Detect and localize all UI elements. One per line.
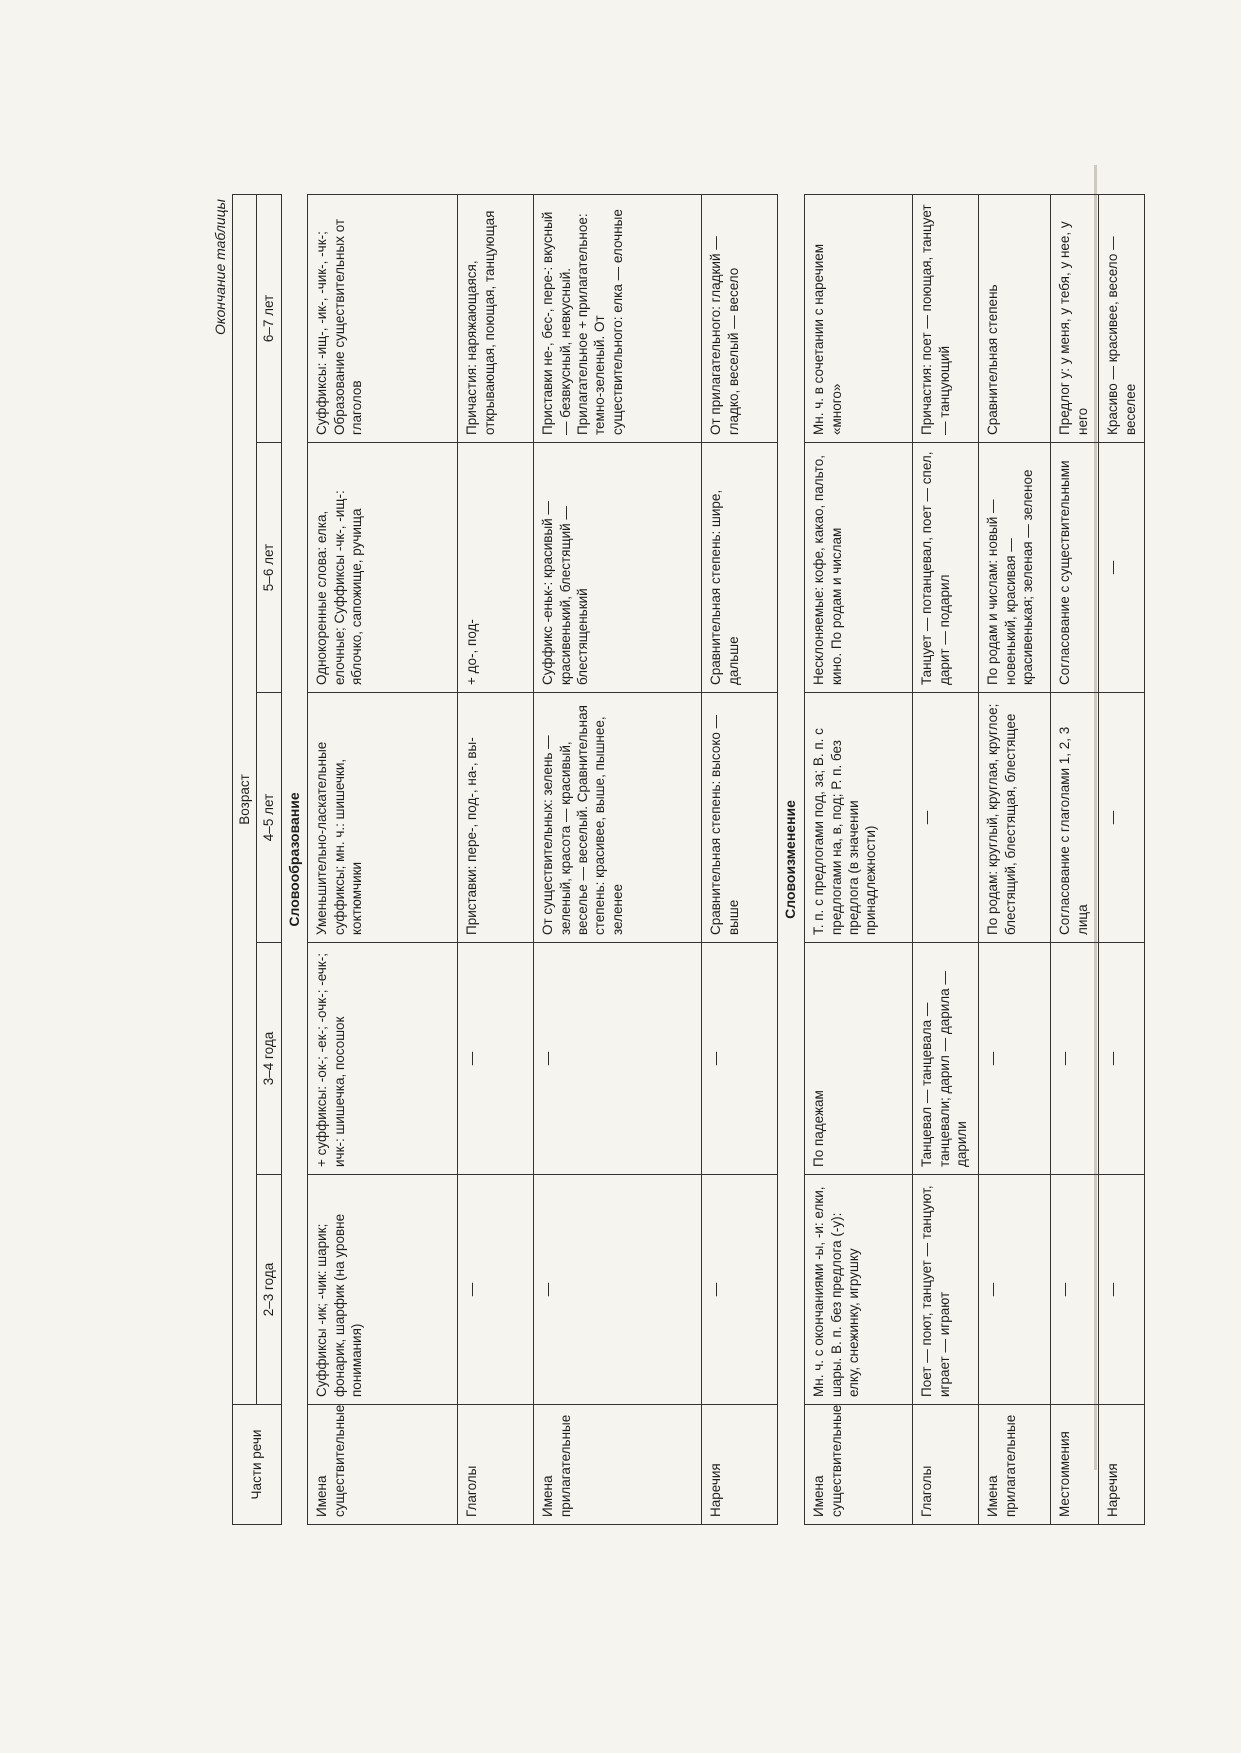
header-age-6-7: 6–7 лет [257,194,281,442]
table-cell: + до-, под- [458,443,534,693]
header-age-4-5: 4–5 лет [257,693,281,943]
table-row [1099,194,1145,1524]
table-cell: От существительных: зелень — зеленый, красота — красивый, веселье — веселый. Сравнительная степень: красивее, выше, пышнее, зеленее [534,693,702,943]
table-cell: Суффиксы -ик; -чик: шарик; фонарик, шарфик (на уровне понимания) [308,1175,458,1405]
header-age-3-4: 3–4 года [257,943,281,1175]
table-row [534,194,702,1524]
table-cell: — [1099,1175,1145,1405]
table-cell: По родам и числам: новый — новенький, красивая — красивенькая; зеленая — зеленое [979,443,1051,693]
table-cell: + суффиксы: -ок-; -ек-; -очк-; -ечк-; ичк-: шишечка, посошок [308,943,458,1175]
table-row [702,194,778,1524]
row-label: Глаголы [913,1405,979,1525]
table-cell: Предлог у: у меня, у тебя, у нее, у него [1051,194,1099,442]
row-label: Имена существительные [308,1405,458,1525]
table-cell: — [1051,943,1099,1175]
header-row-1 [233,194,257,1524]
header-age-2-3: 2–3 года [257,1175,281,1405]
table-cell: — [1099,943,1145,1175]
section-row-inflection [778,194,805,1524]
table-row [1051,194,1099,1524]
table-cell: Суффикс -еньк-: красивый — красивенький, блестящий — блестященький [534,443,702,693]
table-cell: Т. п. с предлогами под, за; В. п. с предлогами на, в, под; Р. п. без предлога (в значении принадлежности) [805,693,913,943]
table-cell: Танцует — потанцевал, поет — спел, дарит — подарил [913,443,979,693]
row-label: Местоимения [1051,1405,1099,1525]
table-row [308,194,458,1524]
table-cell: — [979,1175,1051,1405]
table-cell: Однокоренные слова: елка, елочные; Суффиксы -чк-, -ищ-: яблочко, сапожище, ручища [308,443,458,693]
section-row-word-formation [281,194,308,1524]
table-cell: По падежам [805,943,913,1175]
section-title: Словоизменение [778,194,805,1524]
table-cell: Мн. ч. в сочетании с наречием «много» [805,194,913,442]
table-cell: — [534,1175,702,1405]
table-cell: Сравнительная степень: шире, дальше [702,443,778,693]
rotated-table-block [208,195,1138,1525]
table-cell: Согласование с глаголами 1, 2, 3 лица [1051,693,1099,943]
row-label: Имена прилагательные [979,1405,1051,1525]
table-cell: Танцевал — танцевала — танцевали; дарил — дарила — дарили [913,943,979,1175]
table-row [913,194,979,1524]
table-cell: — [979,943,1051,1175]
header-age: Возраст [233,194,257,1404]
table-cell: Мн. ч. с окончаниями -ы, -и: елки, шары. В. п. без предлога (-у): елку, снежинку, игрушку [805,1175,913,1405]
header-parts-of-speech: Части речи [233,1405,282,1525]
table-cell: Уменьшительно-ласкательные суффиксы; мн. ч.: шишечки, коктюмчики [308,693,458,943]
table-cell: — [913,693,979,943]
table-row [805,194,913,1524]
row-label: Имена существительные [805,1405,913,1525]
table-cell: Приставки: пере-, под-, на-, вы- [458,693,534,943]
table-cell: — [702,943,778,1175]
row-label: Наречия [1099,1405,1145,1525]
table-cell: От прилагательного: гладкий — гладко, веселый — весело [702,194,778,442]
table-cell: Несклоняемые: кофе, какао, пальто, кино. По родам и числам [805,443,913,693]
table-cell: — [1099,443,1145,693]
table-cell: Суффиксы: -ищ-, -ик-, -чик-, -чк-; Образование существительных от глаголов [308,194,458,442]
table-cell: — [534,943,702,1175]
table-cell: — [1051,1175,1099,1405]
speech-development-table [232,194,1145,1525]
header-age-5-6: 5–6 лет [257,443,281,693]
table-cell: Сравнительная степень [979,194,1051,442]
row-label: Имена прилагательные [534,1405,702,1525]
table-caption: Окончание таблицы [212,199,228,336]
table-cell: — [702,1175,778,1405]
table-cell: — [458,1175,534,1405]
section-title: Словообразование [281,194,308,1524]
row-label: Глаголы [458,1405,534,1525]
table-cell: По родам: круглый, круглая, круглое; блестящий, блестящая, блестящее [979,693,1051,943]
table-cell: — [458,943,534,1175]
row-label: Наречия [702,1405,778,1525]
table-cell: Согласование с существительными [1051,443,1099,693]
table-cell: Причастия: поет — поющая, танцует — танцующий [913,194,979,442]
table-cell: Красиво — красивее, весело — веселее [1099,194,1145,442]
table-cell: — [1099,693,1145,943]
table-row [458,194,534,1524]
table-cell: Приставки не-, бес-, пере-: вкусный — безвкусный, невкусный. Прилагательное + прилагательное: темно-зеленый. От существительного: елка — елочные [534,194,702,442]
table-cell: Причастия: наряжающаяся, открывающая, поющая, танцующая [458,194,534,442]
table-cell: Сравнительная степень: высоко — выше [702,693,778,943]
table-cell: Поет — поют, танцует — танцуют, играет — играют [913,1175,979,1405]
header-row-2 [257,194,281,1524]
table-row [979,194,1051,1524]
